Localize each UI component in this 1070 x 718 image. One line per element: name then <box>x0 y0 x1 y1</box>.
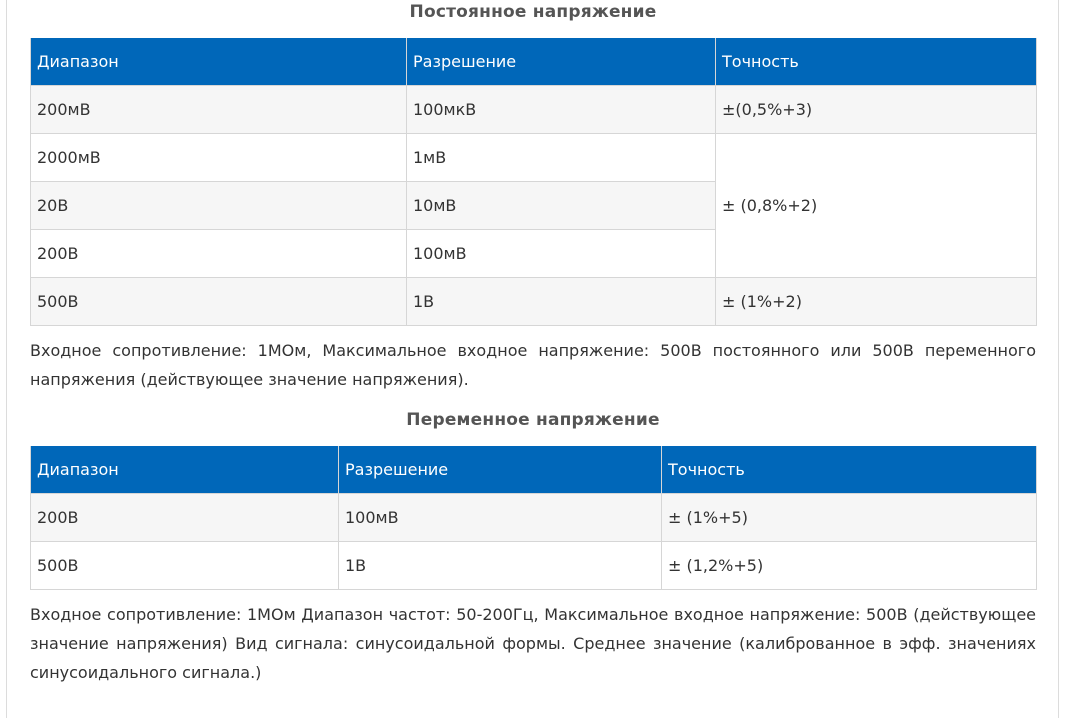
content-panel <box>6 0 1059 718</box>
dc-note-paragraph: Входное сопротивление: 1МОм, Максимальное входное напряжение: 500В постоянного или 500В переменного напряжения (действующее значение напряжения). <box>30 341 1036 389</box>
table-header-row <box>31 446 1037 494</box>
header-range: Диапазон <box>31 446 339 494</box>
cell-resolution: 1В <box>339 542 662 590</box>
ac-voltage-section <box>30 407 1036 687</box>
cell-resolution: 100мкВ <box>407 86 716 134</box>
cell-accuracy: ± (1%+2) <box>716 278 1037 326</box>
ac-voltage-table <box>30 446 1037 590</box>
section-title-ac: Переменное напряжение <box>406 410 660 430</box>
table-row <box>31 278 1037 326</box>
cell-range: 200мВ <box>31 86 407 134</box>
cell-range: 500В <box>31 542 339 590</box>
cell-resolution: 1В <box>407 278 716 326</box>
cell-resolution: 100мВ <box>339 494 662 542</box>
cell-accuracy: ±(0,5%+3) <box>716 86 1037 134</box>
cell-resolution: 10мВ <box>407 182 716 230</box>
cell-accuracy: ± (1%+5) <box>662 494 1037 542</box>
table-row <box>31 494 1037 542</box>
header-resolution: Разрешение <box>339 446 662 494</box>
cell-accuracy-merged: ± (0,8%+2) <box>716 134 1037 278</box>
cell-resolution: 100мВ <box>407 230 716 278</box>
header-accuracy: Точность <box>662 446 1037 494</box>
header-range: Диапазон <box>31 38 407 86</box>
cell-resolution: 1мВ <box>407 134 716 182</box>
table-row <box>31 86 1037 134</box>
cell-range: 2000мВ <box>31 134 407 182</box>
table-row <box>31 134 1037 182</box>
section-title-dc: Постоянное напряжение <box>409 2 657 22</box>
cell-accuracy: ± (1,2%+5) <box>662 542 1037 590</box>
cell-range: 20В <box>31 182 407 230</box>
table-row <box>31 542 1037 590</box>
cell-range: 200В <box>31 230 407 278</box>
dc-voltage-section <box>30 0 1036 394</box>
cell-range: 500В <box>31 278 407 326</box>
header-resolution: Разрешение <box>407 38 716 86</box>
cell-range: 200В <box>31 494 339 542</box>
table-header-row <box>31 38 1037 86</box>
dc-voltage-table <box>30 38 1037 326</box>
header-accuracy: Точность <box>716 38 1037 86</box>
ac-note-paragraph: Входное сопротивление: 1МОм Диапазон частот: 50-200Гц, Максимальное входное напряжение: 500В (действующее значение напряжения) Вид сигнала: синусоидальной формы. Среднее значение (калиброванное в эфф. значениях синусоидального сигнала.) <box>30 605 1036 682</box>
